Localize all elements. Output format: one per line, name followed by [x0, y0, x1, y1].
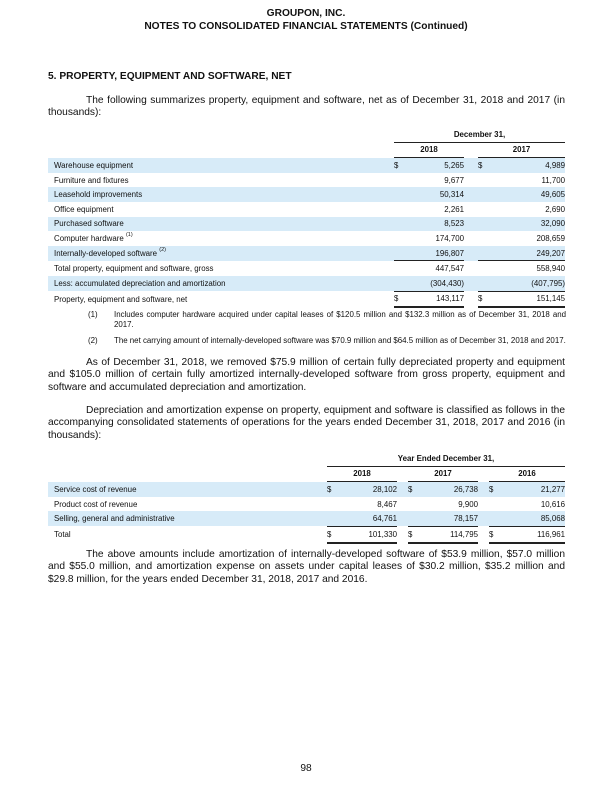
value-2017: 11,700 [541, 175, 565, 185]
row-label [48, 231, 394, 246]
currency-2016: $ [489, 526, 501, 542]
section-title: 5. PROPERTY, EQUIPMENT AND SOFTWARE, NET [48, 71, 292, 82]
currency-2018 [327, 511, 339, 526]
column-gap [478, 511, 489, 526]
value-2016: 21,277 [501, 482, 565, 497]
value-2018: 101,330 [339, 526, 397, 542]
removal-paragraph [48, 357, 565, 394]
row-label [48, 173, 394, 188]
currency-2017: $ [478, 158, 490, 173]
footnote-number: (1) [88, 310, 98, 319]
value-2018: 64,761 [339, 511, 397, 526]
group-header: December 31, [394, 127, 565, 142]
currency-2018 [394, 246, 406, 261]
property-equipment-table [48, 127, 565, 308]
row-label [48, 217, 394, 232]
footnote-text: The net carrying amount of internally-developed software was $70.9 million and $64.5 million as of December 31, 2018 and 2017. [114, 336, 566, 345]
column-gap [464, 276, 478, 291]
value-2017: 208,659 [536, 233, 565, 243]
table-group-header-row [48, 451, 565, 466]
value-2017: 151,145 [490, 291, 565, 307]
currency-2018 [394, 217, 406, 232]
expense-text: Depreciation and amortization expense on property, equipment and software is classified as follows in the accompanying consolidated statements of operations for the years ended December 31, 2018, 2017 and 2016 (in thousands): [48, 405, 565, 441]
row-label: Product cost of revenue [54, 499, 138, 509]
value-2017: 2,690 [545, 204, 565, 214]
currency-2017 [478, 173, 490, 188]
row-label [48, 291, 394, 307]
row-label-text: Computer hardware [54, 233, 124, 243]
value-2018: 447,547 [406, 261, 464, 276]
footnote-ref: (1) [125, 231, 133, 238]
column-header-2017: 2017 [478, 142, 565, 158]
currency-2018 [394, 276, 406, 291]
currency-2018: $ [327, 526, 339, 542]
currency-2016 [489, 511, 501, 526]
column-gap [397, 482, 408, 497]
column-gap [478, 526, 489, 542]
currency-2017 [478, 187, 490, 202]
notes-title: NOTES TO CONSOLIDATED FINANCIAL STATEMENTS (Continued) [144, 21, 468, 32]
currency-2017: $ [408, 482, 420, 497]
depreciation-expense-table [48, 451, 565, 544]
currency-2016: $ [489, 482, 501, 497]
currency-2018: $ [327, 482, 339, 497]
column-gap [397, 526, 408, 542]
expense-paragraph [48, 405, 565, 442]
table-row [48, 231, 565, 246]
row-label [48, 261, 394, 276]
value-2017: 26,738 [420, 482, 478, 497]
column-gap [464, 291, 478, 307]
value-2017: 32,090 [490, 217, 565, 232]
table-row [48, 202, 565, 217]
column-gap [464, 187, 478, 202]
currency-2018 [394, 231, 406, 246]
row-label: Service cost of revenue [48, 482, 327, 497]
currency-2017: $ [478, 291, 490, 307]
table-row [48, 173, 565, 188]
table-row [48, 246, 565, 261]
value-2018: 28,102 [339, 482, 397, 497]
row-label: Selling, general and administrative [48, 511, 327, 526]
value-2018: (304,430) [406, 276, 464, 291]
column-gap [464, 231, 478, 246]
table-column-header-row [48, 142, 565, 158]
column-gap [464, 173, 478, 188]
currency-2018: $ [394, 158, 406, 173]
amortization-text: The above amounts include amortization of internally-developed software of $53.9 million, $57.0 million and $55.0 million, and amortization expense on assets under capital leases of $30.2 million, $35.2 million and $29.8 million, for the years ended December 31, 2018, 2017 and 2016. [48, 549, 565, 585]
amortization-paragraph [48, 549, 565, 586]
row-label [48, 246, 394, 261]
row-label-text: Furniture and fixtures [54, 175, 129, 185]
value-2017: 114,795 [420, 526, 478, 542]
table-row [48, 158, 565, 173]
value-2016: 116,961 [501, 526, 565, 542]
removal-text: As of December 31, 2018, we removed $75.9 million of certain fully depreciated property and equipment and $105.0 million of certain fully amortized internally-developed software from gross property, equipment and software and accumulated depreciation and amortization. [48, 357, 565, 393]
currency-2017 [478, 231, 490, 246]
column-header-2018: 2018 [327, 466, 397, 482]
currency-2016 [489, 497, 501, 512]
value-2018: 2,261 [444, 204, 464, 214]
table-column-header-row [48, 466, 565, 482]
value-2016: 85,068 [501, 511, 565, 526]
value-2018: 8,523 [406, 217, 464, 232]
column-header-2018: 2018 [394, 142, 464, 158]
table-row [48, 217, 565, 232]
value-2017: 78,157 [420, 511, 478, 526]
column-gap [464, 217, 478, 232]
value-2017: 49,605 [490, 187, 565, 202]
currency-2018 [394, 261, 406, 276]
currency-2018 [327, 497, 339, 512]
table-row [48, 276, 565, 291]
intro-paragraph [48, 95, 565, 120]
intro-text: The following summarizes property, equipment and software, net as of December 31, 2018 and 2017 (in thousands): [48, 95, 565, 119]
page-number: 98 [300, 763, 312, 774]
table-row [48, 526, 565, 542]
column-gap [397, 511, 408, 526]
value-2017: 558,940 [490, 261, 565, 276]
table-group-header-row [48, 127, 565, 142]
table-row [48, 482, 565, 497]
table-row [48, 187, 565, 202]
value-2018: 5,265 [406, 158, 464, 173]
footnote-number: (2) [88, 336, 98, 345]
row-label [48, 276, 394, 291]
table-row [48, 291, 565, 307]
column-gap [464, 261, 478, 276]
row-label-text: Less: accumulated depreciation and amortization [54, 278, 226, 288]
value-2018: 50,314 [406, 187, 464, 202]
row-label-text: Office equipment [54, 204, 114, 214]
currency-2017 [408, 511, 420, 526]
column-gap [464, 202, 478, 217]
table-row [48, 261, 565, 276]
column-gap [397, 497, 408, 512]
currency-2018: $ [394, 291, 406, 307]
column-gap [464, 246, 478, 261]
table-row [48, 511, 565, 526]
currency-2018 [394, 187, 406, 202]
currency-2017 [408, 497, 420, 512]
row-label [48, 158, 394, 173]
value-2017: 9,900 [458, 499, 478, 509]
row-label-text: Leasehold improvements [54, 190, 143, 200]
row-label-text: Purchased software [54, 219, 124, 229]
value-2018: 196,807 [406, 246, 464, 261]
row-label-text: Internally-developed software [54, 248, 158, 258]
value-2016: 10,616 [540, 499, 565, 509]
currency-2018 [394, 202, 406, 217]
value-2017: (407,795) [490, 276, 565, 291]
column-header-2017: 2017 [408, 466, 478, 482]
column-gap [478, 497, 489, 512]
currency-2017 [478, 276, 490, 291]
column-gap [464, 158, 478, 173]
company-name: GROUPON, INC. [266, 8, 346, 19]
table-row [48, 497, 565, 512]
value-2017: 249,207 [490, 246, 565, 261]
row-label: Total [54, 530, 71, 540]
currency-2017 [478, 217, 490, 232]
value-2017: 4,989 [490, 158, 565, 173]
value-2018: 8,467 [377, 499, 397, 509]
currency-2017 [478, 202, 490, 217]
value-2018: 174,700 [435, 233, 464, 243]
currency-2017 [478, 246, 490, 261]
column-gap [478, 482, 489, 497]
row-label [48, 187, 394, 202]
footnote-text: Includes computer hardware acquired under capital leases of $120.5 million and $132.3 million as of December 31, 2018 and 2017. [114, 310, 566, 329]
value-2018: 143,117 [406, 291, 464, 307]
currency-2017: $ [408, 526, 420, 542]
value-2018: 9,677 [444, 175, 464, 185]
group-header: Year Ended December 31, [327, 451, 565, 466]
row-label-text: Warehouse equipment [54, 160, 134, 170]
currency-2018 [394, 173, 406, 188]
row-label-text: Property, equipment and software, net [54, 294, 188, 304]
footnote-ref: (2) [159, 246, 167, 253]
row-label [48, 202, 394, 217]
row-label-text: Total property, equipment and software, gross [54, 263, 214, 273]
currency-2017 [478, 261, 490, 276]
column-header-2016: 2016 [489, 466, 565, 482]
